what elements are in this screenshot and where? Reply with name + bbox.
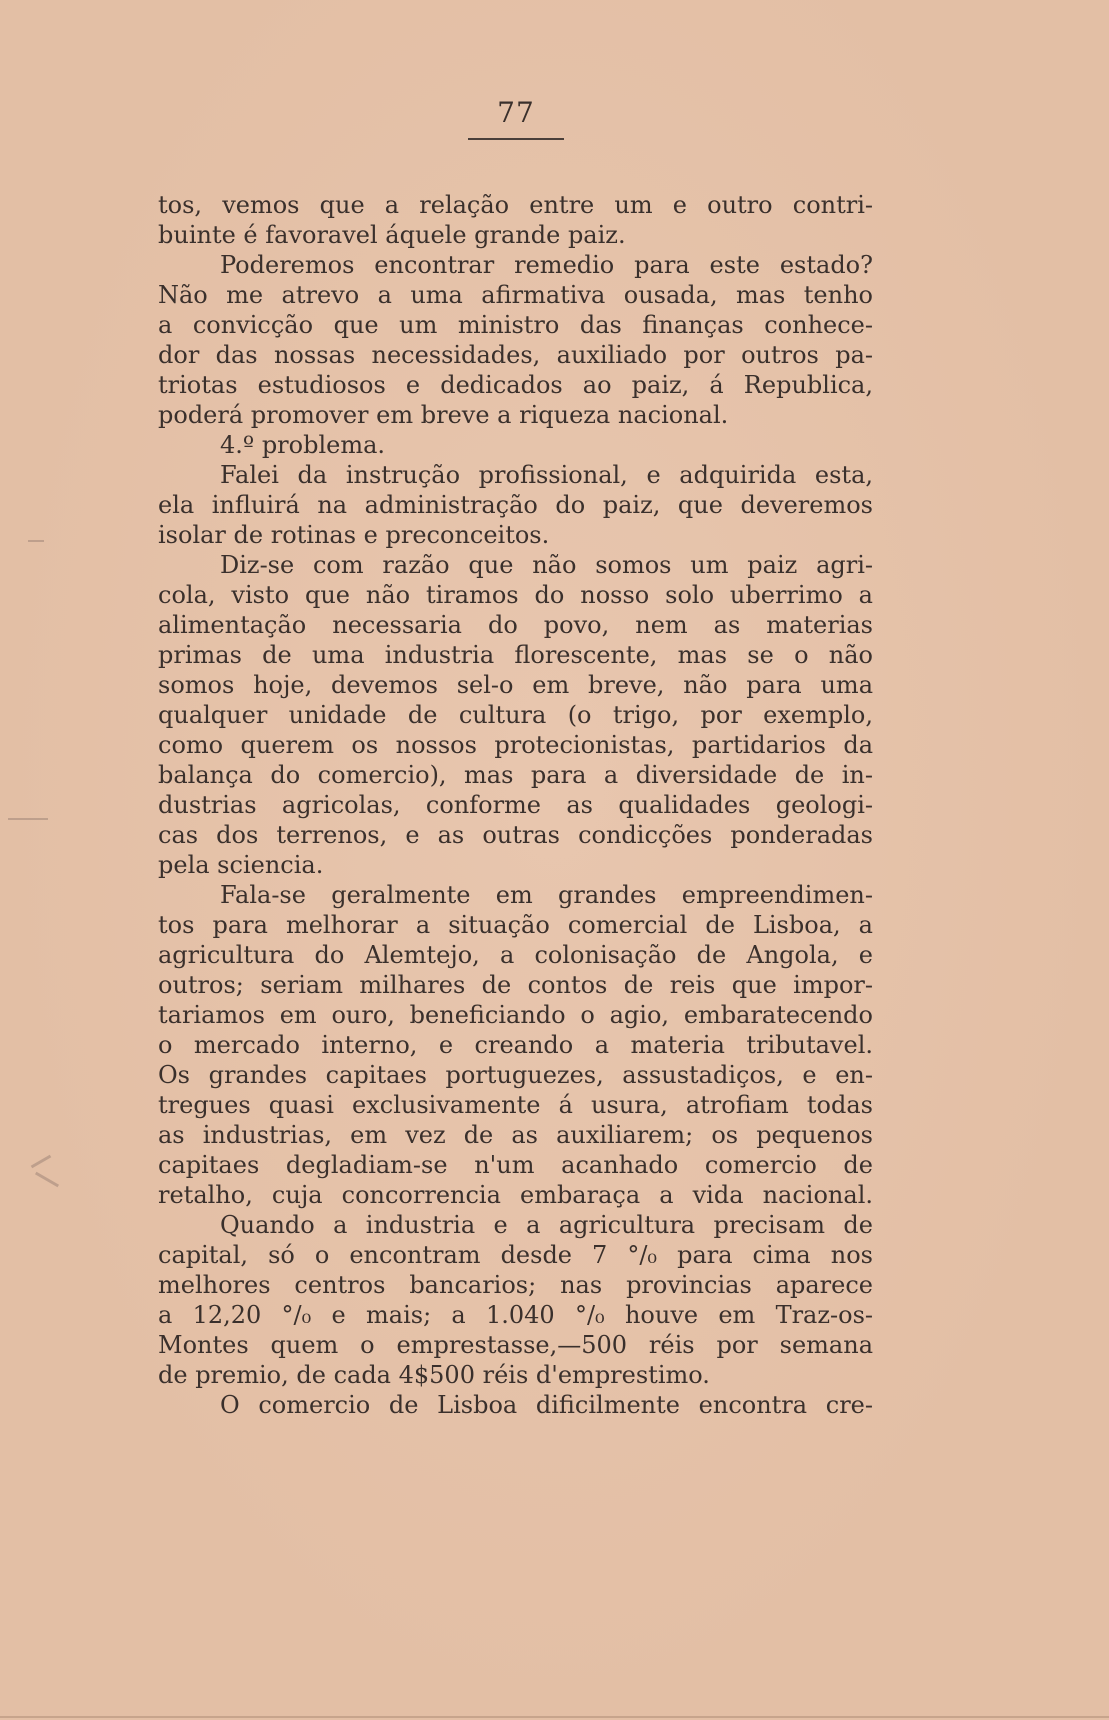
text-line: ela influirá na administração do paiz, que deveremos [158, 491, 873, 519]
text-line: Não me atrevo a uma afirmativa ousada, mas tenho [158, 281, 873, 309]
text-line: dor das nossas necessidades, auxiliado por outros pa- [158, 341, 873, 369]
text-line: alimentação necessaria do povo, nem as materias [158, 611, 873, 639]
text-line: Poderemos encontrar remedio para este estado? [220, 251, 873, 279]
body-text [158, 190, 873, 1420]
text-line: Diz-se com razão que não somos um paiz agri- [220, 551, 873, 579]
text-line: como querem os nossos protecionistas, partidarios da [158, 731, 873, 759]
text-line: cola, visto que não tiramos do nosso solo uberrimo a [158, 581, 873, 609]
text-line: tariamos em ouro, beneficiando o agio, embaratecendo [158, 1001, 873, 1029]
text-line: Montes quem o emprestasse,—500 réis por semana [158, 1331, 873, 1359]
text-line: 4.º problema. [220, 431, 386, 459]
text-line: Quando a industria e a agricultura precisam de [220, 1211, 873, 1239]
text-line: tos para melhorar a situação comercial de Lisboa, a [158, 911, 873, 939]
text-line: isolar de rotinas e preconceitos. [158, 521, 550, 549]
text-line: triotas estudiosos e dedicados ao paiz, á Republica, [158, 371, 873, 399]
text-line: a convicção que um ministro das finanças conhece- [158, 311, 873, 339]
text-line: capital, só o encontram desde 7 °/₀ para cima nos [158, 1241, 873, 1269]
page-number: 77 [497, 96, 535, 129]
page-number-rule [468, 138, 564, 140]
text-line: Os grandes capitaes portuguezes, assustadiços, e en- [158, 1061, 873, 1089]
text-line: Falei da instrução profissional, e adquirida esta, [220, 461, 873, 489]
page-bottom-edge [0, 1716, 1109, 1718]
text-line: cas dos terrenos, e as outras condicções ponderadas [158, 821, 873, 849]
text-line: somos hoje, devemos sel-o em breve, não para uma [158, 671, 873, 699]
text-line: melhores centros bancarios; nas provincias aparece [158, 1271, 873, 1299]
text-line: Fala-se geralmente em grandes empreendimen- [220, 881, 873, 909]
text-line: O comercio de Lisboa dificilmente encontra cre- [220, 1391, 873, 1419]
text-line: de premio, de cada 4$500 réis d'emprestimo. [158, 1361, 710, 1389]
text-line: qualquer unidade de cultura (o trigo, por exemplo, [158, 701, 873, 729]
text-line: o mercado interno, e creando a materia tributavel. [158, 1031, 873, 1059]
margin-mark [31, 1155, 52, 1169]
text-line: tregues quasi exclusivamente á usura, atrofiam todas [158, 1091, 873, 1119]
text-line: capitaes degladiam-se n'um acanhado comercio de [158, 1151, 873, 1179]
text-line: balança do comercio), mas para a diversidade de in- [158, 761, 873, 789]
text-line: primas de uma industria florescente, mas se o não [158, 641, 873, 669]
margin-mark [28, 540, 44, 542]
text-line: agricultura do Alemtejo, a colonisação de Angola, e [158, 941, 873, 969]
margin-mark [35, 1172, 59, 1188]
text-line: buinte é favoravel áquele grande paiz. [158, 221, 626, 249]
text-line: a 12,20 °/₀ e mais; a 1.040 °/₀ houve em Traz-os- [158, 1301, 873, 1329]
text-line: dustrias agricolas, conforme as qualidades geologi- [158, 791, 873, 819]
margin-mark [8, 818, 48, 820]
text-line: tos, vemos que a relação entre um e outro contri- [158, 191, 873, 219]
text-line: pela sciencia. [158, 851, 324, 879]
text-line: as industrias, em vez de as auxiliarem; os pequenos [158, 1121, 873, 1149]
text-line: outros; seriam milhares de contos de reis que impor- [158, 971, 873, 999]
text-line: poderá promover em breve a riqueza nacional. [158, 401, 729, 429]
text-line: retalho, cuja concorrencia embaraça a vida nacional. [158, 1181, 873, 1209]
